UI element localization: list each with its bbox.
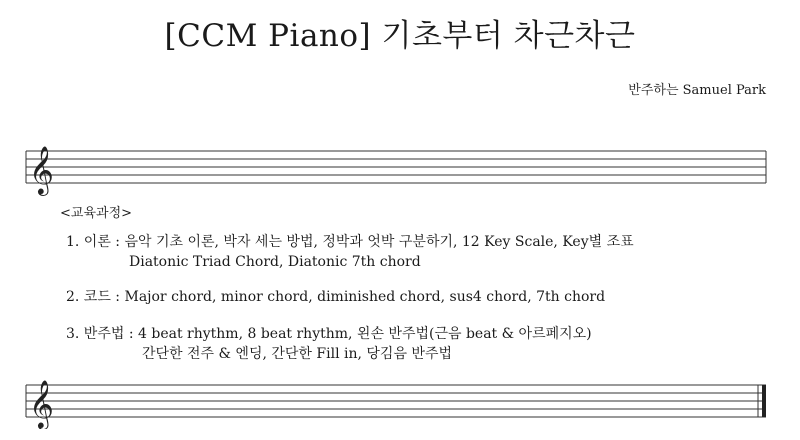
curriculum-item-chords: [66, 287, 605, 307]
curriculum-item-accompaniment: [66, 324, 592, 364]
curriculum-heading: <교육과정>: [60, 206, 133, 221]
item-text: 4 beat rhythm, 8 beat rhythm, 왼손 반주법(근음 beat & 아르페지오): [138, 326, 592, 342]
author-line: 반주하는 Samuel Park: [628, 83, 766, 98]
item-label: 2. 코드 :: [66, 289, 125, 305]
item-text-continued: 간단한 전주 & 엔딩, 간단한 Fill in, 당김음 반주법: [142, 346, 452, 362]
treble-clef-icon: 𝄞: [29, 145, 54, 194]
item-text: 음악 기초 이론, 박자 세는 방법, 정박과 엇박 구분하기, 12 Key Scale, Key별 조표: [124, 234, 634, 250]
curriculum-item-theory: [66, 232, 634, 272]
music-staff-bottom: [0, 373, 800, 429]
treble-clef-icon: 𝄞: [29, 379, 54, 428]
item-text-continued: Diatonic Triad Chord, Diatonic 7th chord: [129, 254, 421, 270]
music-staff-top: [0, 140, 800, 196]
item-text: Major chord, minor chord, diminished chord, sus4 chord, 7th chord: [124, 289, 606, 305]
item-label: 1. 이론 :: [66, 234, 125, 250]
page-title: [CCM Piano] 기초부터 차근차근: [164, 18, 636, 54]
final-barline-icon: [762, 385, 766, 417]
item-label: 3. 반주법 :: [66, 326, 138, 342]
